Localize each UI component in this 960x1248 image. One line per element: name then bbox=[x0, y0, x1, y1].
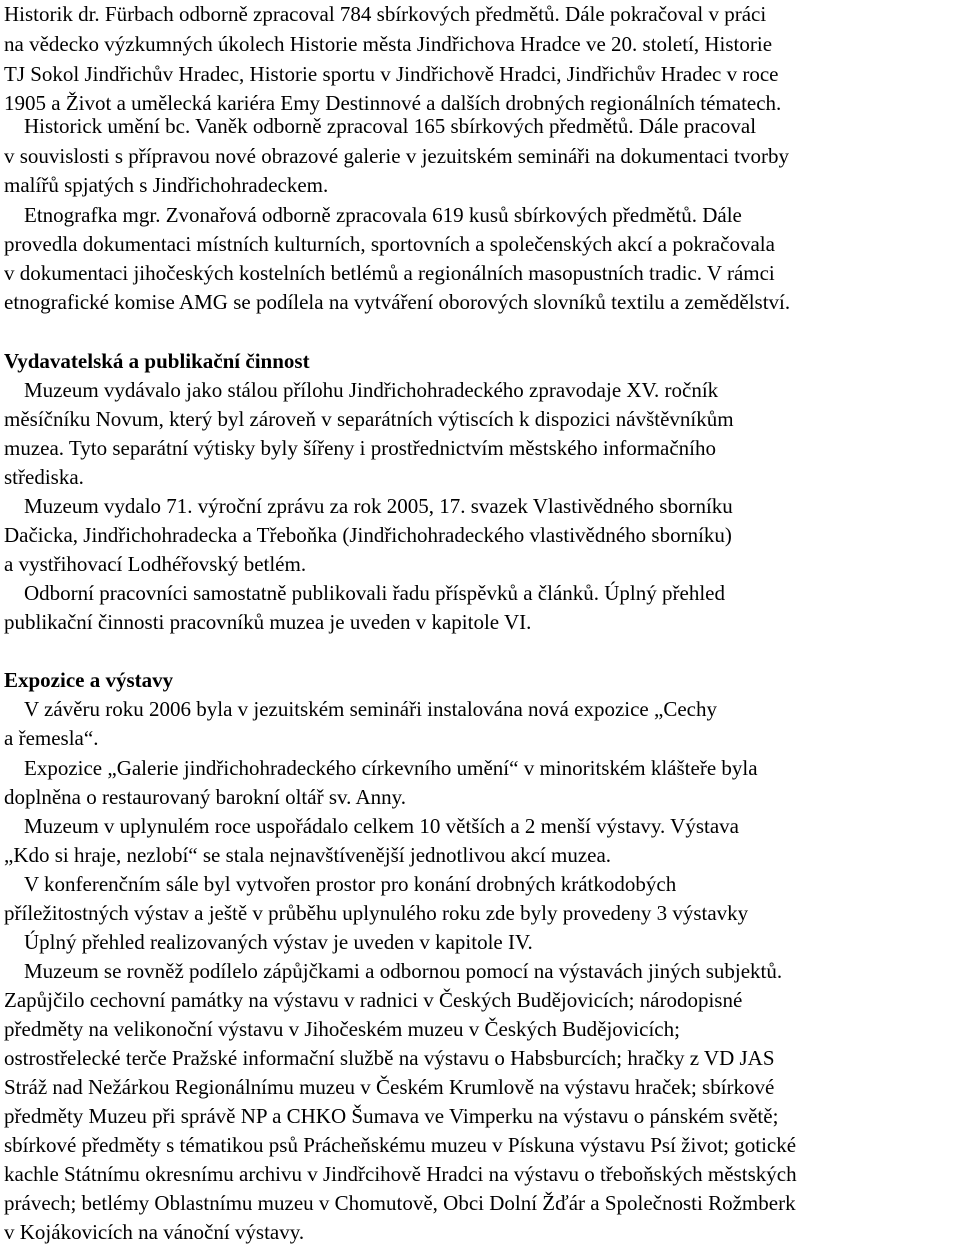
text-line: Muzeum se rovněž podílelo zápůjčkami a odbornou pomocí na výstavách jiných subjektů. bbox=[24, 959, 783, 983]
text-line: a vystřihovací Lodhéřovský betlém. bbox=[4, 552, 307, 576]
text-line: sbírkové předměty s tématikou psů Prácheňskému muzeu v Pískuna výstavu Psí život; gotické bbox=[4, 1133, 797, 1157]
text-line: v souvislosti s přípravou nové obrazové galerie v jezuitském semináři na dokumentaci tvorby bbox=[4, 144, 789, 168]
text-line: na vědecko výzkumných úkolech Historie města Jindřichova Hradce ve 20. století, Historie bbox=[4, 32, 773, 56]
text-line: malířů spjatých s Jindřichohradeckem. bbox=[4, 173, 329, 197]
text-line: Etnografka mgr. Zvonařová odborně zpracovala 619 kusů sbírkových předmětů. Dále bbox=[24, 203, 742, 227]
text-line: Muzeum v uplynulém roce uspořádalo celkem 10 větších a 2 menší výstavy. Výstava bbox=[24, 814, 739, 838]
text-line: Muzeum vydalo 71. výroční zprávu za rok 2005, 17. svazek Vlastivědného sborníku bbox=[24, 494, 733, 518]
text-line: měsíčníku Novum, který byl zároveň v separátních výtiscích k dispozici návštěvníkům bbox=[4, 407, 734, 431]
text-line: 1905 a Život a umělecká kariéra Emy Destinnové a dalších drobných regionálních tématech. bbox=[4, 91, 782, 115]
text-line: etnografické komise AMG se podílela na vytváření oborových slovníků textilu a zemědělství. bbox=[4, 290, 791, 314]
text-line: právech; betlémy Oblastnímu muzeu v Chomutově, Obci Dolní Žďár a Společnosti Rožmberk bbox=[4, 1191, 796, 1215]
text-line: doplněna o restaurovaný barokní oltář sv. Anny. bbox=[4, 785, 407, 809]
text-line: v dokumentaci jihočeských kostelních betlémů a regionálních masopustních tradic. V rámci bbox=[4, 261, 775, 285]
text-line: „Kdo si hraje, nezlobí“ se stala nejnavštívenější jednotlivou akcí muzea. bbox=[4, 843, 612, 867]
text-line: v Kojákovicích na vánoční výstavy. bbox=[4, 1220, 305, 1244]
text-line: předměty na velikonoční výstavu v Jihočeském muzeu v Českých Budějovicích; bbox=[4, 1017, 680, 1041]
text-line: Úplný přehled realizovaných výstav je uveden v kapitole IV. bbox=[24, 930, 533, 954]
text-line: ostrostřelecké terče Pražské informační službě na výstavu o Habsburcích; hračky z VD JAS bbox=[4, 1046, 775, 1070]
text-line: a řemesla“. bbox=[4, 726, 99, 750]
text-line: Zapůjčilo cechovní památky na výstavu v radnici v Českých Budějovicích; národopisné bbox=[4, 988, 743, 1012]
text-line: příležitostných výstav a ještě v průběhu uplynulého roku zde byly provedeny 3 výstavky bbox=[4, 901, 749, 925]
text-line: Expozice „Galerie jindřichohradeckého církevního umění“ v minoritském klášteře byla bbox=[24, 756, 758, 780]
section-heading: Expozice a výstavy bbox=[4, 668, 174, 692]
text-line: střediska. bbox=[4, 465, 84, 489]
text-line: provedla dokumentaci místních kulturních, sportovních a společenských akcí a pokračovala bbox=[4, 232, 775, 256]
text-line: předměty Muzeu při správě NP a CHKO Šumava ve Vimperku na výstavu o pánském světě; bbox=[4, 1104, 779, 1128]
text-line: Stráž nad Nežárkou Regionálnímu muzeu v Českém Krumlově na výstavu hraček; sbírkové bbox=[4, 1075, 775, 1099]
text-line: Historick umění bc. Vaněk odborně zpracoval 165 sbírkových předmětů. Dále pracoval bbox=[24, 114, 757, 138]
text-line: kachle Státnímu okresnímu archivu v Jindřcihově Hradci na výstavu o třeboňských městských bbox=[4, 1162, 797, 1186]
text-line: V konferenčním sále byl vytvořen prostor pro konání drobných krátkodobých bbox=[24, 872, 677, 896]
text-line: V závěru roku 2006 byla v jezuitském semináři instalována nová expozice „Cechy bbox=[24, 697, 717, 721]
text-line: publikační činnosti pracovníků muzea je uveden v kapitole VI. bbox=[4, 610, 532, 634]
text-line: Odborní pracovníci samostatně publikovali řadu příspěvků a článků. Úplný přehled bbox=[24, 581, 725, 605]
section-heading: Vydavatelská a publikační činnost bbox=[4, 349, 310, 373]
text-line: Dačicka, Jindřichohradecka a Třeboňka (Jindřichohradeckého vlastivědného sborníku) bbox=[4, 523, 732, 547]
text-line: muzea. Tyto separátní výtisky byly šířeny i prostřednictvím městského informačního bbox=[4, 436, 717, 460]
text-line: Historik dr. Fürbach odborně zpracoval 784 sbírkových předmětů. Dále pokračoval v práci bbox=[4, 2, 767, 26]
text-line: TJ Sokol Jindřichův Hradec, Historie sportu v Jindřichově Hradci, Jindřichův Hradec v roce bbox=[4, 62, 779, 86]
text-line: Muzeum vydávalo jako stálou přílohu Jindřichohradeckého zpravodaje XV. ročník bbox=[24, 378, 719, 402]
